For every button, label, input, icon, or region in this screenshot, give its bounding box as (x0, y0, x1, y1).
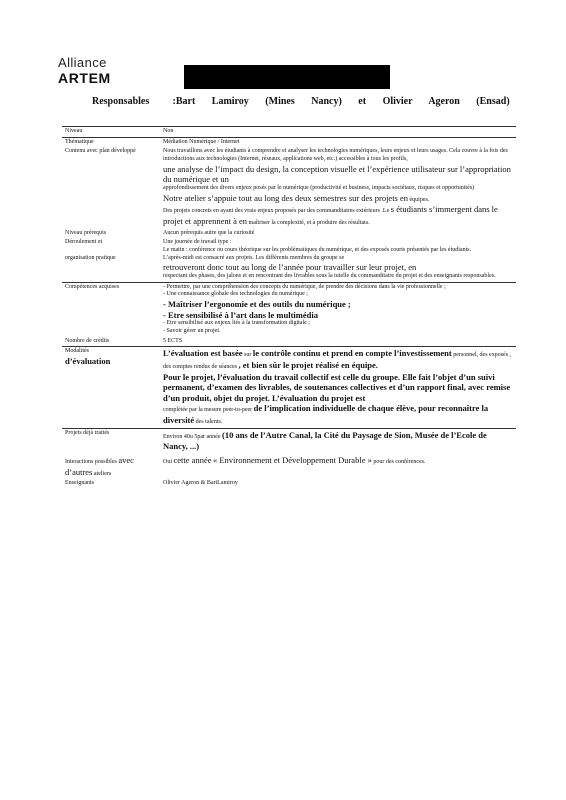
competence-item-6: - Savoir gérer un projet. (163, 327, 221, 334)
enseignants-value: Olivier Ageron & BartLamiroy (163, 480, 238, 487)
credits-label: Nombre de crédits (65, 337, 110, 344)
thematique-label: Thématique (65, 138, 94, 145)
deroulement-l2: Le matin : conférence ou cours théorique sur les problématiques du numérique, et des exposés courts présentés par les étudiants. (163, 246, 472, 253)
projets-v2: (10 ans de l’Autre Canal, la Cité du Paysage de Sion, Musée de l’Ecole de Nancy, ...) (163, 429, 487, 452)
competence-item-2: - Une connaissance globale des technologies du numérique ; (163, 291, 308, 298)
interactions-value (160, 454, 516, 479)
row-thematique (62, 137, 516, 147)
row-modalites (62, 347, 516, 429)
modalites-p1d: personnel, des exposés , des comptes rendus de séances (163, 352, 512, 370)
contenu-p3b: s étudiants s’immergent dans le projet et apprennent à en (163, 204, 498, 226)
deroulement-l3c: respectant des phases, des jalons et en rencontrant des livrables sous la tutelle du commanditaire du projet et des enseignants responsables. (163, 272, 496, 279)
logo-line-artem: ARTEM (58, 70, 111, 86)
niveau-value: Non (160, 127, 516, 138)
responsables-label: Responsables (92, 96, 150, 107)
modalites-p2d: des talents. (195, 419, 223, 426)
contenu-p1b: une analyse de l’impact du design, la conception visuelle et l’expérience utilisateur sur l’appropriation du numérique et un (163, 163, 511, 185)
contenu-p3: Des projets concrets en ayant des vrais enjeux proposés par des commanditaires extérieurs .Le (163, 208, 390, 215)
interactions-label (62, 454, 160, 479)
modalites-p2: Pour le projet, l’évaluation du travail collectif est celle du groupe. Elle fait l’objet d’un suivi permanent, d’examen des livrables, de soutenances collectives et d’un rapport final, avec remise d’un produit, objet du projet. L’évaluation du projet est (163, 371, 511, 403)
prerequis-value: Aucun prérequis autre que la curiosité (163, 229, 255, 236)
row-competences (62, 282, 516, 336)
contenu-p2: Notre atelier s’appuie tout au long des deux semestres sur des projets en (163, 192, 409, 203)
modalites-p2c: de l’implication individuelle de chaque élève, pour reconnaître la diversité (163, 403, 489, 426)
row-prerequis (62, 229, 516, 239)
contenu-p1: Nous travaillons avec les étudiants à comprendre et analyser les technologies numériques, leurs enjeux et leurs usages. Cela couvre à la fois des introductions aux technologies (Internet, réseaux, applications web, etc.) accessibles à tous les profils, (163, 148, 508, 163)
responsables-line (92, 96, 510, 107)
interactions-v1: Oui (163, 459, 172, 466)
interactions-v4: pour des conférences. (373, 459, 426, 466)
projets-value (160, 428, 516, 454)
deroulement-label-1: Déroulement et (65, 239, 103, 246)
prerequis-label: Niveau prérequis (65, 229, 107, 236)
responsables-value: :Bart Lamiroy (Mines Nancy) et Olivier Ageron (Ensad) (172, 96, 510, 107)
redacted-title-block (184, 65, 390, 89)
interactions-label-2: avec d’autres (65, 455, 134, 477)
interactions-v2: cette année (173, 455, 212, 466)
logo-line-alliance: Alliance (58, 55, 107, 70)
credits-value: 5 ECTS (163, 337, 183, 344)
row-interactions (62, 454, 516, 479)
deroulement-l1: Une journée de travail type : (163, 239, 232, 246)
interactions-label-1: Interactions possibles (65, 459, 117, 466)
contenu-p3c: maîtriser la complexité, et à produire des résultats. (248, 219, 370, 226)
niveau-label: Niveau (62, 127, 160, 138)
row-projets (62, 428, 516, 454)
alliance-artem-logo (58, 56, 111, 85)
modalites-p1e: , et bien sûr le projet réalisé en équipe. (238, 359, 378, 370)
projets-label: Projets déjà traités (62, 428, 160, 454)
row-deroulement (62, 238, 516, 282)
modalites-value (160, 347, 516, 429)
interactions-v3: « Environnement et Développement Durable » (212, 455, 372, 466)
deroulement-value (160, 238, 516, 282)
modalites-p1a: L’évaluation est basée (163, 348, 243, 359)
row-credits (62, 337, 516, 347)
row-contenu (62, 147, 516, 228)
modalites-label-2: d’évaluation (65, 355, 111, 366)
thematique-value: Médiation Numérique / Internet (163, 138, 240, 145)
competence-item-5: - Etre sensibilisé aux enjeux liés à la transformation digitale ; (163, 320, 310, 327)
modalites-label (62, 347, 160, 429)
deroulement-l3b: retrouveront donc tout au long de l’année pour travailler sur leur projet, en (163, 262, 417, 273)
modalites-p2b: complétée par la mesure peer-to-peer (163, 407, 253, 414)
contenu-p1c: approfondissement des divers enjeux posés par le numérique (productivité et business, impacts sociétaux, risques et opportunités) (163, 184, 475, 191)
modalites-p1c: le contrôle continu et prend en compte l’investissement (252, 348, 452, 359)
contenu-label: Contenu avec plan développé (65, 148, 136, 155)
deroulement-label-2: organisation pratique (65, 254, 116, 261)
competence-item-3: - Maîtriser l’ergonomie et des outils du numérique ; (163, 298, 351, 309)
row-niveau (62, 127, 516, 138)
enseignants-label: Enseignants (65, 480, 94, 487)
interactions-label-3: ateliers (93, 470, 112, 477)
projets-v1: Environ 40u 5par année (163, 433, 221, 440)
modalites-label-1: Modalités (65, 348, 89, 355)
row-enseignants (62, 479, 516, 489)
competences-label: Compétences acquises (62, 282, 160, 336)
modalites-p1b: sur (244, 352, 252, 359)
course-info-table (62, 126, 516, 489)
competence-item-1: - Permettre, par une compréhension des concepts du numérique, de prendre des décisions dans la vie professionnelle ; (163, 283, 446, 290)
competences-value (160, 282, 516, 336)
contenu-p2b: équipes. (409, 196, 430, 203)
competence-item-4: - Etre sensibilisé à l’art dans le multimédia (163, 309, 318, 320)
contenu-value (160, 147, 516, 228)
deroulement-label (62, 238, 160, 282)
deroulement-l3a: L’après-midi est consacré aux projets. Les différents membres du groupe se (163, 254, 345, 261)
